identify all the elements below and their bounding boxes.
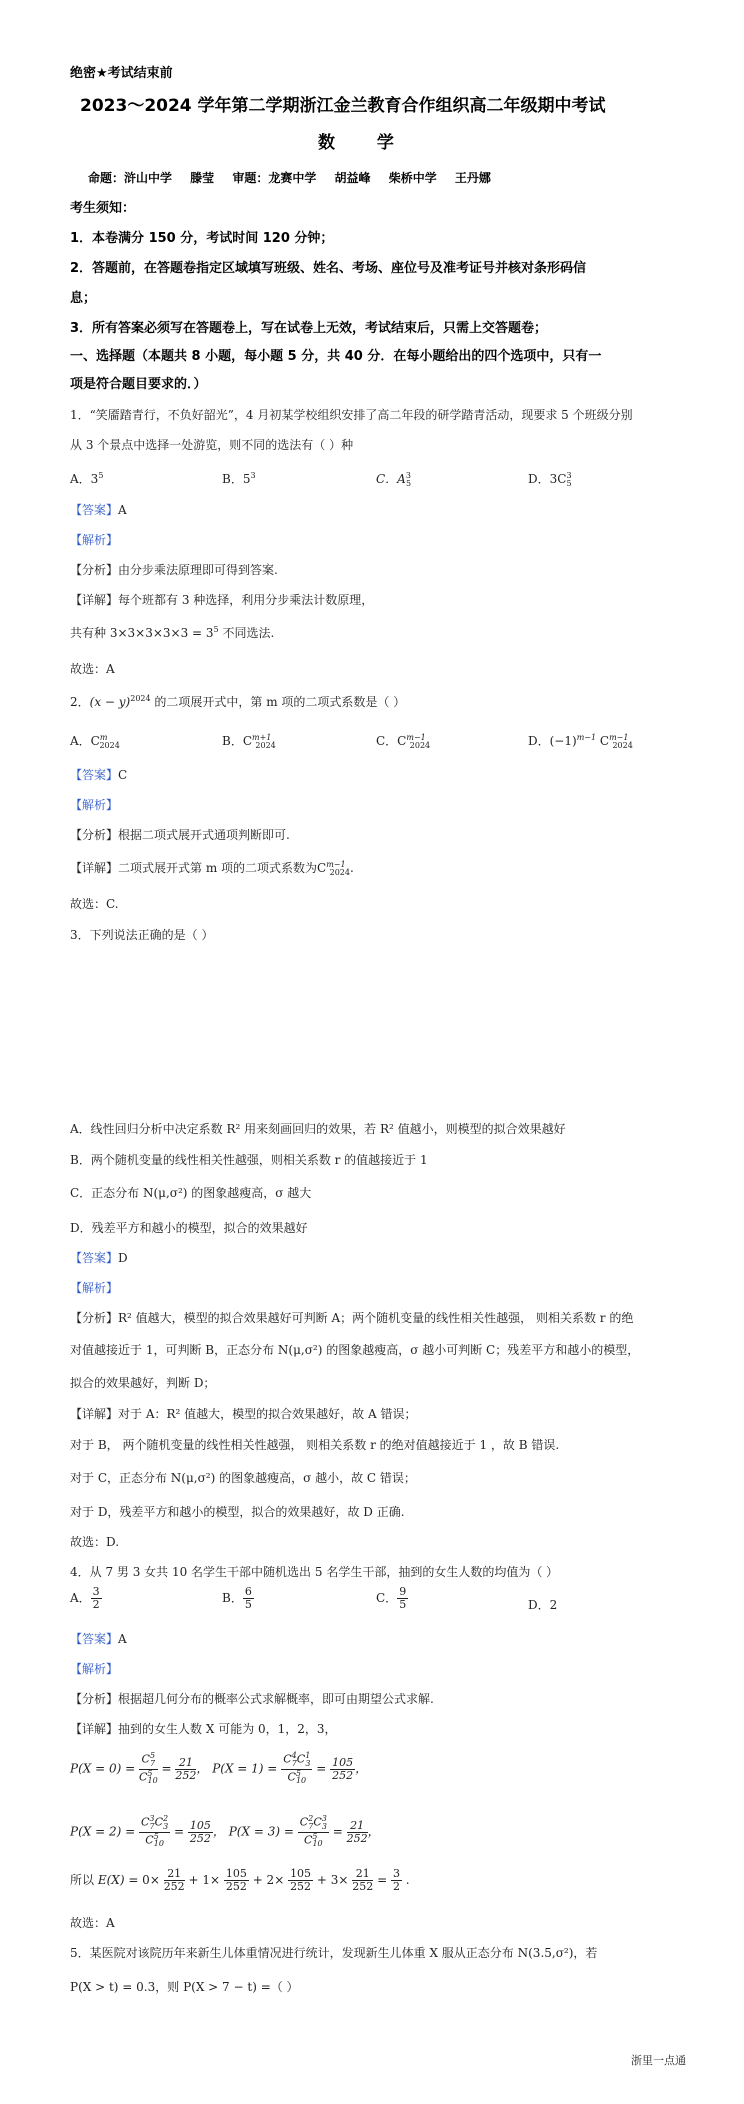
q4-prob-2-3: P(X = 2) = $\frac{C^3_7C^2_3}{C^5_{10}}$ = $\frac{105}{252}$ ， P(X = 3) = $\frac{C^2_7C^3_3}{C^5_{10}}$ = $\frac{21}{252}$ ， [70,1814,380,1849]
q4-expectation: 所以 E(X) = 0× $\frac{21}{252}$ + 1× $\frac{105}{252}$ + 2× $\frac{105}{252}$ + 3× $\frac{21}{252}$ = $\frac{3}{2}$ . [70,1867,410,1894]
q1-option-b: B．$5^3$ [222,471,256,486]
q2-analysis-label: 【解析】 [70,798,119,812]
q3-stem: 3．下列说法正确的是（ ） [70,928,214,942]
q4-xiangjie: 【详解】抽到的女生人数 X 可能为 0，1，2，3， [70,1722,337,1736]
q3-answer: 【答案】D [70,1251,128,1265]
q3-conclusion: 故选：D. [70,1535,120,1549]
q2-option-d: D．$(-1)^{m-1}$ $C^{m-1}_{2024}$ [528,733,633,751]
q1-answer: 【答案】A [70,503,127,517]
q1-fenxi: 【分析】由分步乘法原理即可得到答案. [70,563,278,577]
q1-option-a: A．$3^5$ [70,471,104,486]
q2-option-c: C．$C^{m-1}_{2024}$ [376,733,431,751]
q2-fenxi: 【分析】根据二项式展开式通项判断即可. [70,828,290,842]
footer-watermark: 浙里一点通 [631,2054,686,2067]
notice-heading: 考生须知： [70,201,136,216]
notice-item-1: 1．本卷满分 150 分，考试时间 120 分钟； [70,231,334,246]
q3-fenxi-3: 拟合的效果越好，判断 D； [70,1376,216,1390]
q4-prob-0-1: P(X = 0) = $\frac{C^5_7}{C^5_{10}}$ = $\frac{21}{252}$ ， P(X = 1) = $\frac{C^4_7C^1_3}{C^5_{10}}$ = $\frac{105}{252}$ ， [70,1751,368,1786]
subject-title: 数 学 [318,133,412,153]
q1-xiangjie: 【详解】每个班都有 3 种选择，利用分步乘法计数原理， [70,593,374,607]
q3-option-c: C．正态分布 N(μ,σ²) 的图象越瘦高，σ 越大 [70,1186,312,1200]
notice-item-2-cont: 息； [70,291,97,306]
q3-detail-1: 【详解】对于 A：R² 值越大，模型的拟合效果越好，故 A 错误； [70,1407,417,1421]
secret-label: 绝密★考试结束前 [70,66,173,81]
q3-option-b: B．两个随机变量的线性相关性越强，则相关系数 r 的值越接近于 1 [70,1153,428,1167]
q1-option-c: C．$A^3_5$ [376,471,412,489]
q1-analysis-label: 【解析】 [70,533,119,547]
q2-xiangjie: 【详解】二项式展开式第 m 项的二项式系数为$C^{m-1}_{2024}$. [70,860,354,878]
exam-title: 2023～2024 学年第二学期浙江金兰教育合作组织高二年级期中考试 [80,96,606,116]
q3-analysis-label: 【解析】 [70,1281,119,1295]
q1-stem-2: 从 3 个景点中选择一处游览，则不同的选法有（ ）种 [70,438,354,452]
q4-answer: 【答案】A [70,1632,127,1646]
q4-option-b: B． $\frac{6}{5}$ [222,1585,252,1612]
q3-detail-3: 对于 C，正态分布 N(μ,σ²) 的图象越瘦高，σ 越小，故 C 错误； [70,1471,416,1485]
q1-stem-1: 1．“笑靥踏青行，不负好韶光”，4 月初某学校组织安排了高二年段的研学踏青活动，现要求 5 个班级分别 [70,408,633,422]
q4-option-d: D．2 [528,1598,558,1612]
notice-item-2: 2．答题前，在答题卷指定区域填写班级、姓名、考场、座位号及准考证号并核对条形码信 [70,261,587,276]
q1-option-d: D．$3C^3_5$ [528,471,572,489]
notice-item-3: 3．所有答案必须写在答题卷上，写在试卷上无效，考试结束后，只需上交答题卷； [70,321,548,336]
q1-calc: 共有种 $3\times 3\times 3\times 3\times 3 = 3^5$ 不同选法. [70,625,275,640]
q5-stem-2: P(X > t) = 0.3，则 P(X > 7 − t) =（ ） [70,1980,299,1994]
authors-line: 命题：浒山中学 滕莹 审题：龙赛中学 胡益峰 柴桥中学 王丹娜 [88,171,491,185]
q2-conclusion: 故选：C. [70,897,119,911]
q5-stem-1: 5．某医院对该院历年来新生儿体重情况进行统计，发现新生儿体重 X 服从正态分布 N(3.5,σ²)，若 [70,1946,598,1960]
q2-option-a: A．$C^m_{2024}$ [70,733,120,751]
q4-option-a: A． $\frac{3}{2}$ [70,1585,100,1612]
section-heading-cont: 项是符合题目要求的．） [70,377,207,392]
q3-fenxi-2: 对值越接近于 1，可判断 B，正态分布 N(μ,σ²) 的图象越瘦高，σ 越小可判断 C；残差平方和越小的模型， [70,1343,640,1357]
q4-option-c: C． $\frac{9}{5}$ [376,1585,407,1612]
q2-option-b: B．$C^{m+1}_{2024}$ [222,733,276,751]
q3-detail-2: 对于 B， 两个随机变量的线性相关性越强， 则相关系数 r 的绝对值越接近于 1 ，故 B 错误. [70,1438,560,1452]
q3-fenxi-1: 【分析】R² 值越大，模型的拟合效果越好可判断 A；两个随机变量的线性相关性越强， 则相关系数 r 的绝 [70,1311,634,1325]
q3-detail-4: 对于 D，残差平方和越小的模型，拟合的效果越好，故 D 正确. [70,1505,405,1519]
q3-option-d: D．残差平方和越小的模型，拟合的效果越好 [70,1221,308,1235]
q1-conclusion: 故选：A [70,662,115,676]
q4-conclusion: 故选：A [70,1916,115,1930]
section-heading: 一、选择题（本题共 8 小题，每小题 5 分，共 40 分．在每小题给出的四个选项中，只有一 [70,349,602,364]
q4-fenxi: 【分析】根据超几何分布的概率公式求解概率，即可由期望公式求解. [70,1692,434,1706]
q3-option-a: A．线性回归分析中决定系数 R² 用来刻画回归的效果，若 R² 值越小，则模型的拟合效果越好 [70,1122,566,1136]
q2-answer: 【答案】C [70,768,128,782]
q4-analysis-label: 【解析】 [70,1662,119,1676]
q4-stem: 4．从 7 男 3 女共 10 名学生干部中随机选出 5 名学生干部，抽到的女生人数的均值为（ ） [70,1565,559,1579]
q2-stem: 2．$(x - y)^{2024}$ 的二项展开式中，第 m 项的二项式系数是（ ） [70,694,406,709]
